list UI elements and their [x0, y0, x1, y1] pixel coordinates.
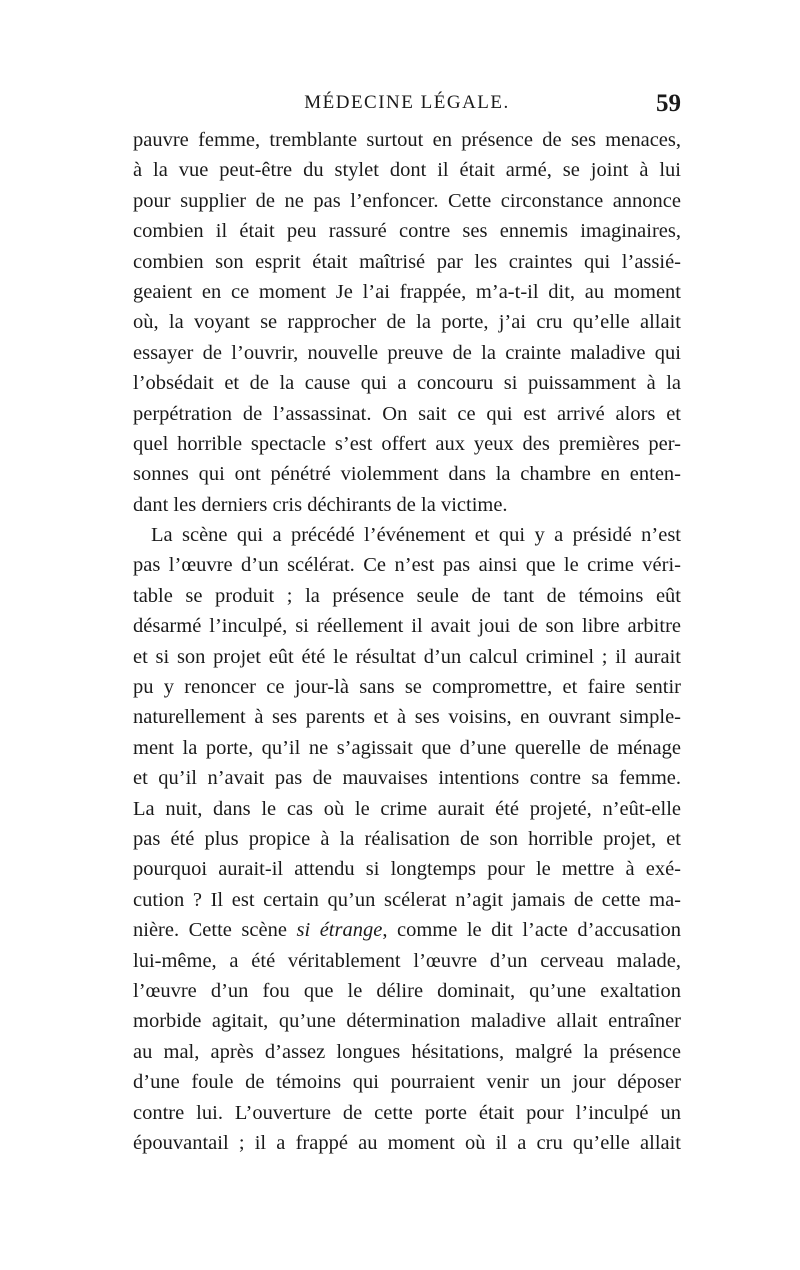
text-line: perpétration de l’assassinat. On sait ce qui est arrivé alors et: [133, 402, 681, 425]
text-line: dant les derniers cris déchirants de la victime.: [133, 493, 508, 516]
text-line: pu y renoncer ce jour-là sans se compromettre, et faire sentir: [133, 676, 681, 699]
text-line: sonnes qui ont pénétré violemment dans la chambre en enten-: [133, 463, 681, 486]
text-line: combien il était peu rassuré contre ses ennemis imaginaires,: [133, 220, 681, 243]
page-number: 59: [656, 90, 681, 117]
text-line: morbide agitait, qu’une détermination maladive allait entraîner: [133, 1010, 681, 1033]
text-line: nière. Cette scène si étrange, comme le dit l’acte d’accusation: [133, 919, 681, 942]
text-line: essayer de l’ouvrir, nouvelle preuve de la crainte maladive qui: [133, 341, 681, 364]
text-line: geaient en ce moment Je l’ai frappée, m’a-t-il dit, au moment: [133, 280, 681, 303]
text-line: naturellement à ses parents et à ses voisins, en ouvrant simple-: [133, 706, 681, 729]
text-line: ment la porte, qu’il ne s’agissait que d’une querelle de ménage: [133, 736, 681, 759]
text-line: l’œuvre d’un fou que le délire dominait, qu’une exaltation: [133, 979, 681, 1002]
text-line: épouvantail ; il a frappé au moment où il a cru qu’elle allait: [133, 1131, 681, 1154]
text-line: cution ? Il est certain qu’un scélerat n’agit jamais de cette ma-: [133, 888, 681, 911]
text-line: quel horrible spectacle s’est offert aux yeux des premières per-: [133, 432, 681, 455]
text-line: l’obsédait et de la cause qui a concouru si puissamment à la: [133, 372, 681, 395]
emphasis: si étrange: [296, 919, 383, 942]
text-line: La nuit, dans le cas où le crime aurait été projeté, n’eût-elle: [133, 797, 681, 820]
text-line: table se produit ; la présence seule de tant de témoins eût: [133, 584, 681, 607]
text-line: combien son esprit était maîtrisé par les craintes qui l’assié-: [133, 250, 681, 273]
text-line: où, la voyant se rapprocher de la porte, j’ai cru qu’elle allait: [133, 311, 681, 334]
text-line: La scène qui a précédé l’événement et qui y a présidé n’est: [151, 524, 681, 547]
running-title: MÉDECINE LÉGALE.: [304, 92, 510, 113]
text-line: à la vue peut-être du stylet dont il était armé, se joint à lui: [133, 159, 681, 182]
body-text: [133, 125, 681, 1158]
text-line: pour supplier de ne pas l’enfoncer. Cette circonstance annonce: [133, 189, 681, 212]
text-line: pauvre femme, tremblante surtout en présence de ses menaces,: [133, 129, 681, 151]
text-line: contre lui. L’ouverture de cette porte était pour l’inculpé un: [133, 1101, 681, 1124]
text-line: désarmé l’inculpé, si réellement il avait joui de son libre arbitre: [133, 615, 681, 638]
text-line: d’une foule de témoins qui pourraient venir un jour déposer: [133, 1071, 681, 1094]
text-line: pas été plus propice à la réalisation de son horrible projet, et: [133, 827, 681, 850]
text-line: lui-même, a été véritablement l’œuvre d’un cerveau malade,: [133, 949, 681, 972]
text-line: pas l’œuvre d’un scélérat. Ce n’est pas ainsi que le crime véri-: [133, 554, 681, 577]
running-head: [133, 90, 681, 120]
text-line: au mal, après d’assez longues hésitations, malgré la présence: [133, 1040, 681, 1063]
text-line: et qu’il n’avait pas de mauvaises intentions contre sa femme.: [133, 767, 681, 790]
text-line: et si son projet eût été le résultat d’un calcul criminel ; il aurait: [133, 645, 681, 668]
text-line: pourquoi aurait-il attendu si longtemps pour le mettre à exé-: [133, 858, 681, 881]
